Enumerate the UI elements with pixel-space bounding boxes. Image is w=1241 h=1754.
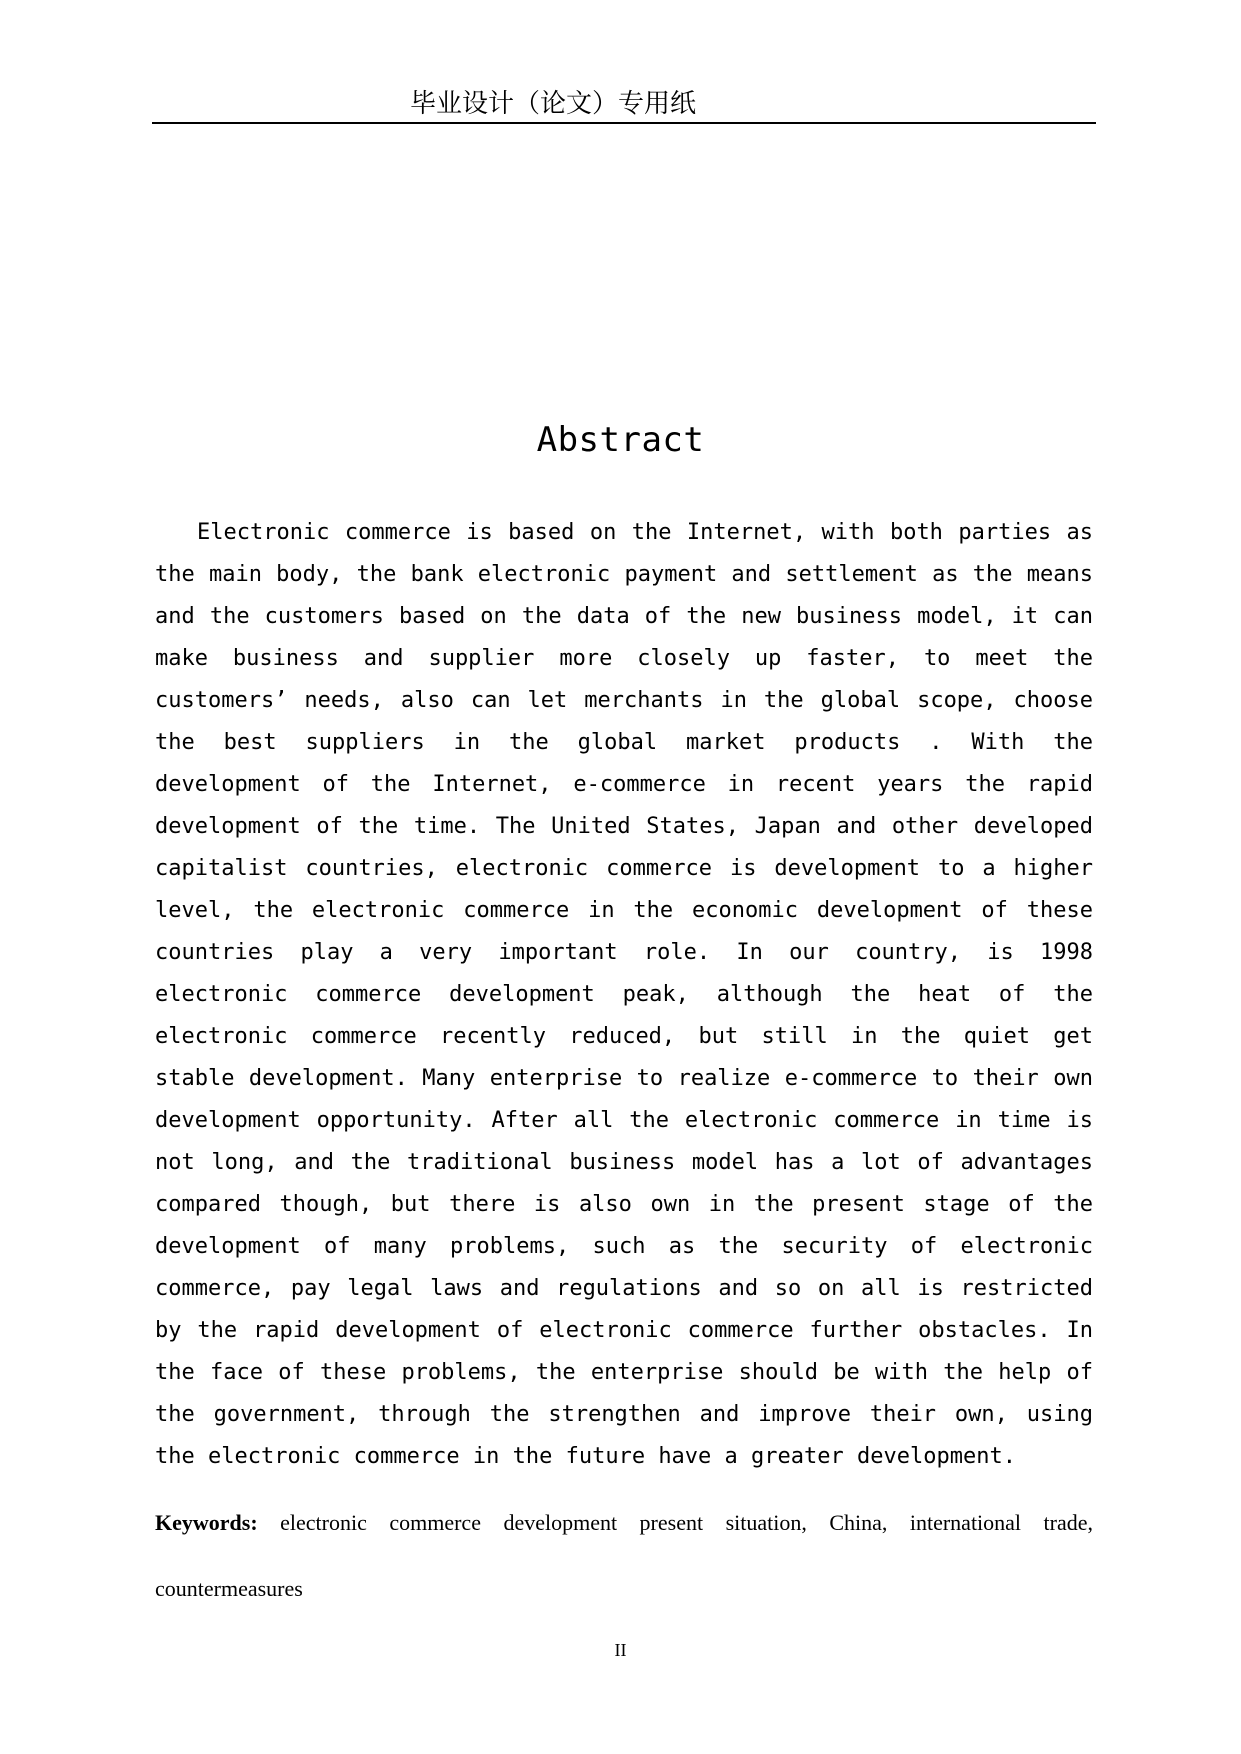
abstract-heading: Abstract — [536, 420, 705, 460]
keywords-text: electronic commerce development present situation, China, international trade, countermeasures — [155, 1510, 1093, 1601]
page-number: II — [614, 1640, 627, 1660]
abstract-body: Electronic commerce is based on the Internet, with both parties as the main body, the bank electronic payment and settlement as the means and the customers based on the data of the new business model, it can make business and supplier more closely up faster, to meet the customers’ needs, also can let merchants in the global scope, choose the best suppliers in the global market products . With the development of the Internet, e-commerce in recent years the rapid development of the time. The United States, Japan and other developed capitalist countries, electronic commerce is development to a higher level, the electronic commerce in the economic development of these countries play a very important role. In our country, is 1998 electronic commerce development peak, although the heat of the electronic commerce recently reduced, but still in the quiet get stable development. Many enterprise to realize e-commerce to their own development opportunity. After all the electronic commerce in time is not long, and the traditional business model has a lot of advantages compared though, but there is also own in the present stage of the development of many problems, such as the security of electronic commerce, pay legal laws and regulations and so on all is restricted by the rapid development of electronic commerce further obstacles. In the face of these problems, the enterprise should be with the help of the government, through the strengthen and improve their own, using the electronic commerce in the future have a greater development. — [155, 520, 1093, 1469]
header-title: 毕业设计（论文）专用纸 — [410, 89, 697, 119]
header-divider — [152, 122, 1096, 124]
keywords-section — [155, 1490, 1093, 1622]
keywords-label: Keywords: — [155, 1510, 258, 1535]
